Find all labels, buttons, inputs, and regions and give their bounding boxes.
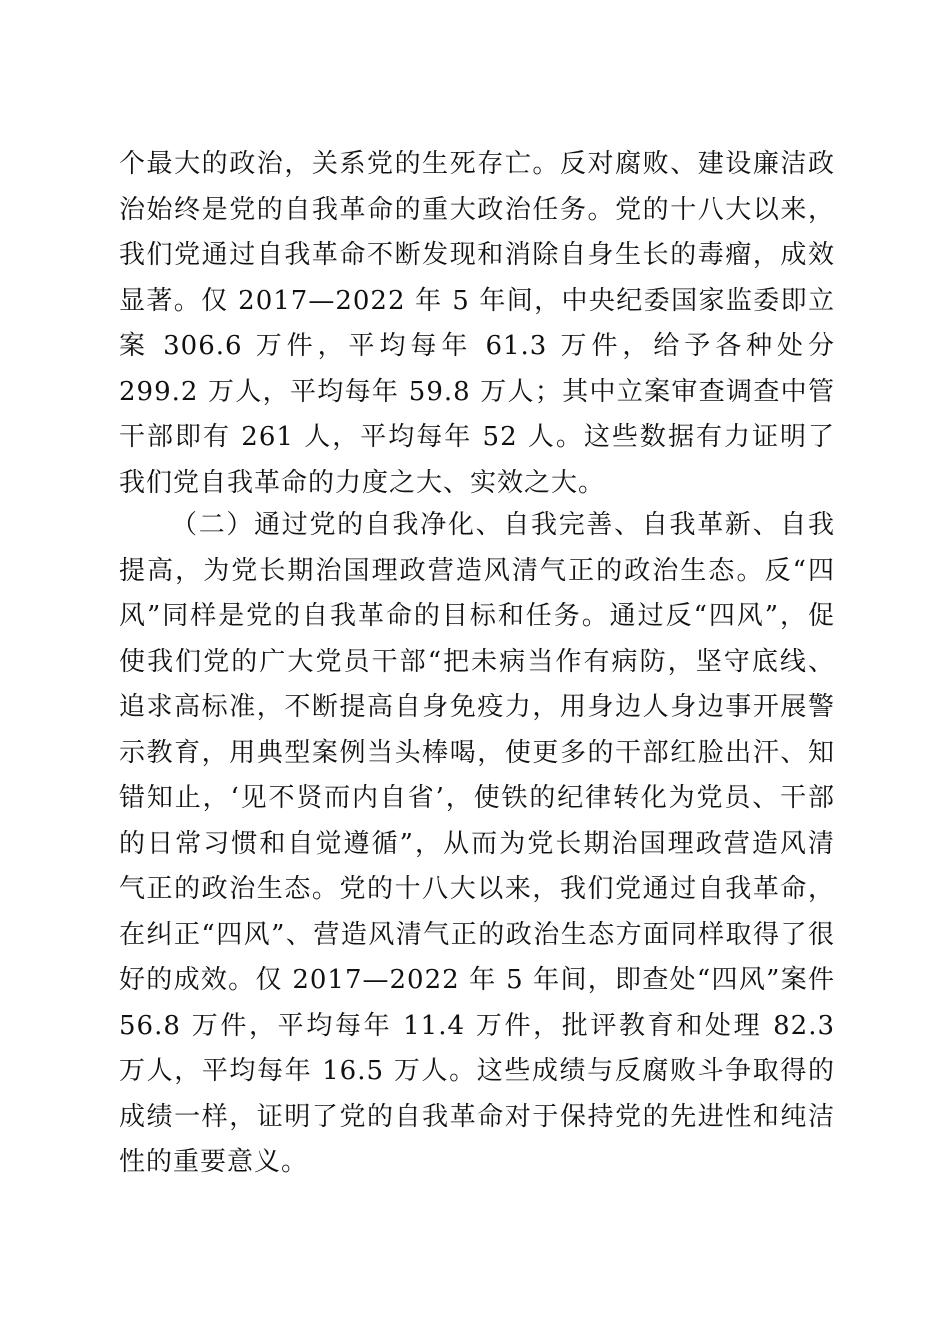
body-paragraph-2: （二）通过党的自我净化、自我完善、自我革新、自我提高，为党长期治国理政营造风清气正的政治生态。反“四风”同样是党的自我革命的目标和任务。通过反“四风”，促使我们党的广大党员干部“把未病当作有病防，坚守底线、追求高标准，不断提高自身免疫力，用身边人身边事开展警示教育，用典型案例当头棒喝，使更多的干部红脸出汗、知错知止，‘见不贤而内自省’，使铁的纪律转化为党员、干部的日常习惯和自觉遵循”，从而为党长期治国理政营造风清气正的政治生态。党的十八大以来，我们党通过自我革命，在纠正“四风”、营造风清气正的政治生态方面同样取得了很好的成效。仅 2017—2022 年 5 年间，即查处“四风”案件 56.8 万件，平均每年 11.4 万件，批评教育和处理 82.3 万人，平均每年 16.5 万人。这些成绩与反腐败斗争取得的成绩一样，证明了党的自我革命对于保持党的先进性和纯洁性的重要意义。 xyxy=(119,510,835,1177)
body-paragraph-1: 个最大的政治，关系党的生死存亡。反对腐败、建设廉洁政治始终是党的自我革命的重大政治任务。党的十八大以来，我们党通过自我革命不断发现和消除自身生长的毒瘤，成效显著。仅 2017—2022 年 5 年间，中央纪委国家监委即立案 306.6 万件，平均每年 61.3 万件，给予各种处分 299.2 万人，平均每年 59.8 万人；其中立案审查调查中管干部即有 261 人，平均每年 52 人。这些数据有力证明了我们党自我革命的力度之大、实效之大。 xyxy=(119,149,835,498)
